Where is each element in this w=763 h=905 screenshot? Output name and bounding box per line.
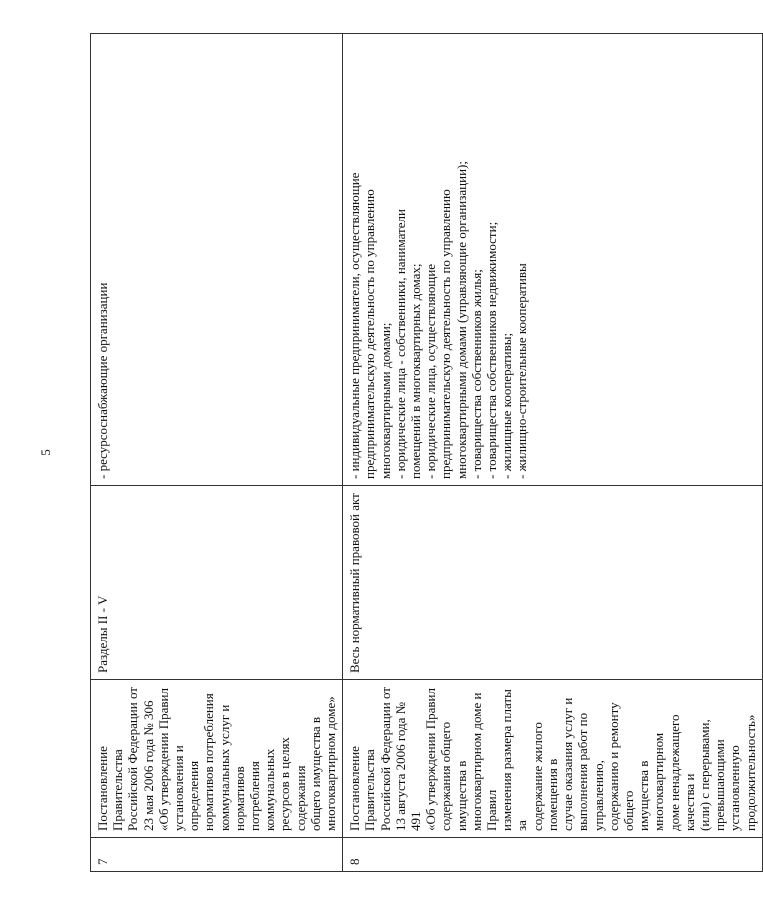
subject-line: - юридические лица, осуществляющие bbox=[423, 263, 439, 479]
rotated-table-sheet bbox=[90, 34, 758, 872]
act-name-line: содержание жилого помещения в bbox=[529, 722, 560, 831]
act-name-line: случае оказания услуг и bbox=[560, 697, 576, 831]
scope-cell bbox=[343, 486, 762, 680]
subject-line: - ресурсоснабжающие организации bbox=[95, 282, 110, 479]
act-name-line: ресурсов в целях содержания bbox=[277, 737, 308, 831]
act-name-line: выполнения работ по управлению, bbox=[575, 712, 606, 831]
act-name-line: Постановление Правительства bbox=[347, 746, 378, 831]
act-name-line: Постановление Правительства bbox=[95, 746, 126, 831]
act-name-line: 13 августа 2006 года № 491 bbox=[392, 701, 424, 831]
act-name-line: многоквартирном доме и Правил bbox=[468, 692, 500, 831]
row-number: 8 bbox=[347, 858, 363, 865]
act-name-line: доме ненадлежащего качества и bbox=[666, 714, 697, 831]
subject-line: помещений в многоквартирных домах; bbox=[408, 263, 424, 479]
table-row bbox=[91, 34, 343, 872]
act-name-line: содержания общего имущества в bbox=[438, 721, 469, 831]
row-number-cell bbox=[343, 838, 762, 872]
act-name-line: общего имущества в bbox=[307, 716, 323, 831]
subjects-cell bbox=[343, 34, 762, 486]
act-name-line: (или) с перерывами, bbox=[696, 719, 712, 831]
subject-line: предпринимательскую деятельность по управлению bbox=[438, 189, 454, 479]
subject-line: - юридические лица - собственники, наниматели bbox=[392, 209, 408, 479]
regulations-table bbox=[90, 33, 763, 872]
act-name-line: Российской Федерации от bbox=[125, 687, 141, 831]
act-name-line: содержанию и ремонту общего bbox=[605, 702, 636, 831]
subject-line: - товарищества собственников жилья; bbox=[468, 269, 484, 479]
scope-cell bbox=[91, 486, 343, 680]
page-number: 5 bbox=[37, 449, 53, 456]
act-name-line: изменения размера платы за bbox=[499, 689, 530, 831]
scope-text: Разделы II - V bbox=[95, 595, 110, 673]
act-name-line: коммунальных услуг и нормативов bbox=[216, 704, 247, 831]
row-number-cell bbox=[91, 838, 343, 872]
act-name-line: имущества в многоквартирном bbox=[636, 732, 667, 831]
act-name-line: 23 мая 2006 года № 306 bbox=[140, 700, 156, 831]
act-name-line: Российской Федерации от bbox=[377, 687, 393, 831]
subject-line: - жилищные кооперативы; bbox=[499, 332, 515, 479]
subjects-cell bbox=[91, 34, 343, 486]
table-row bbox=[343, 34, 762, 872]
subject-line: многоквартирными домами (управляющие организации); bbox=[453, 161, 469, 479]
scope-text: Весь нормативный правовой акт bbox=[347, 493, 363, 673]
act-name-line: превышающими установленную bbox=[712, 739, 743, 831]
act-name-line: «Об утверждении Правил bbox=[155, 688, 171, 831]
act-name-line: нормативов потребления bbox=[201, 693, 217, 831]
act-name-cell bbox=[343, 680, 762, 838]
act-name-line: «Об утверждении Правил bbox=[423, 688, 439, 831]
subject-line: предпринимательскую деятельность по управлению bbox=[362, 189, 378, 479]
subject-line: многоквартирными домами; bbox=[377, 322, 393, 479]
act-name-line: установления и определения bbox=[171, 745, 202, 831]
act-name-line: продолжительность» bbox=[742, 714, 758, 831]
subject-line: - товарищества собственников недвижимости; bbox=[484, 221, 500, 479]
subject-line: - индивидуальные предприниматели, осуществляющие bbox=[347, 172, 363, 479]
act-name-cell bbox=[91, 680, 343, 838]
row-number: 7 bbox=[95, 858, 110, 865]
act-name-line: многоквартирном доме» bbox=[323, 696, 339, 831]
subject-line: - жилищно-строительные кооперативы bbox=[514, 263, 530, 479]
act-name-line: потребления коммунальных bbox=[247, 748, 278, 831]
